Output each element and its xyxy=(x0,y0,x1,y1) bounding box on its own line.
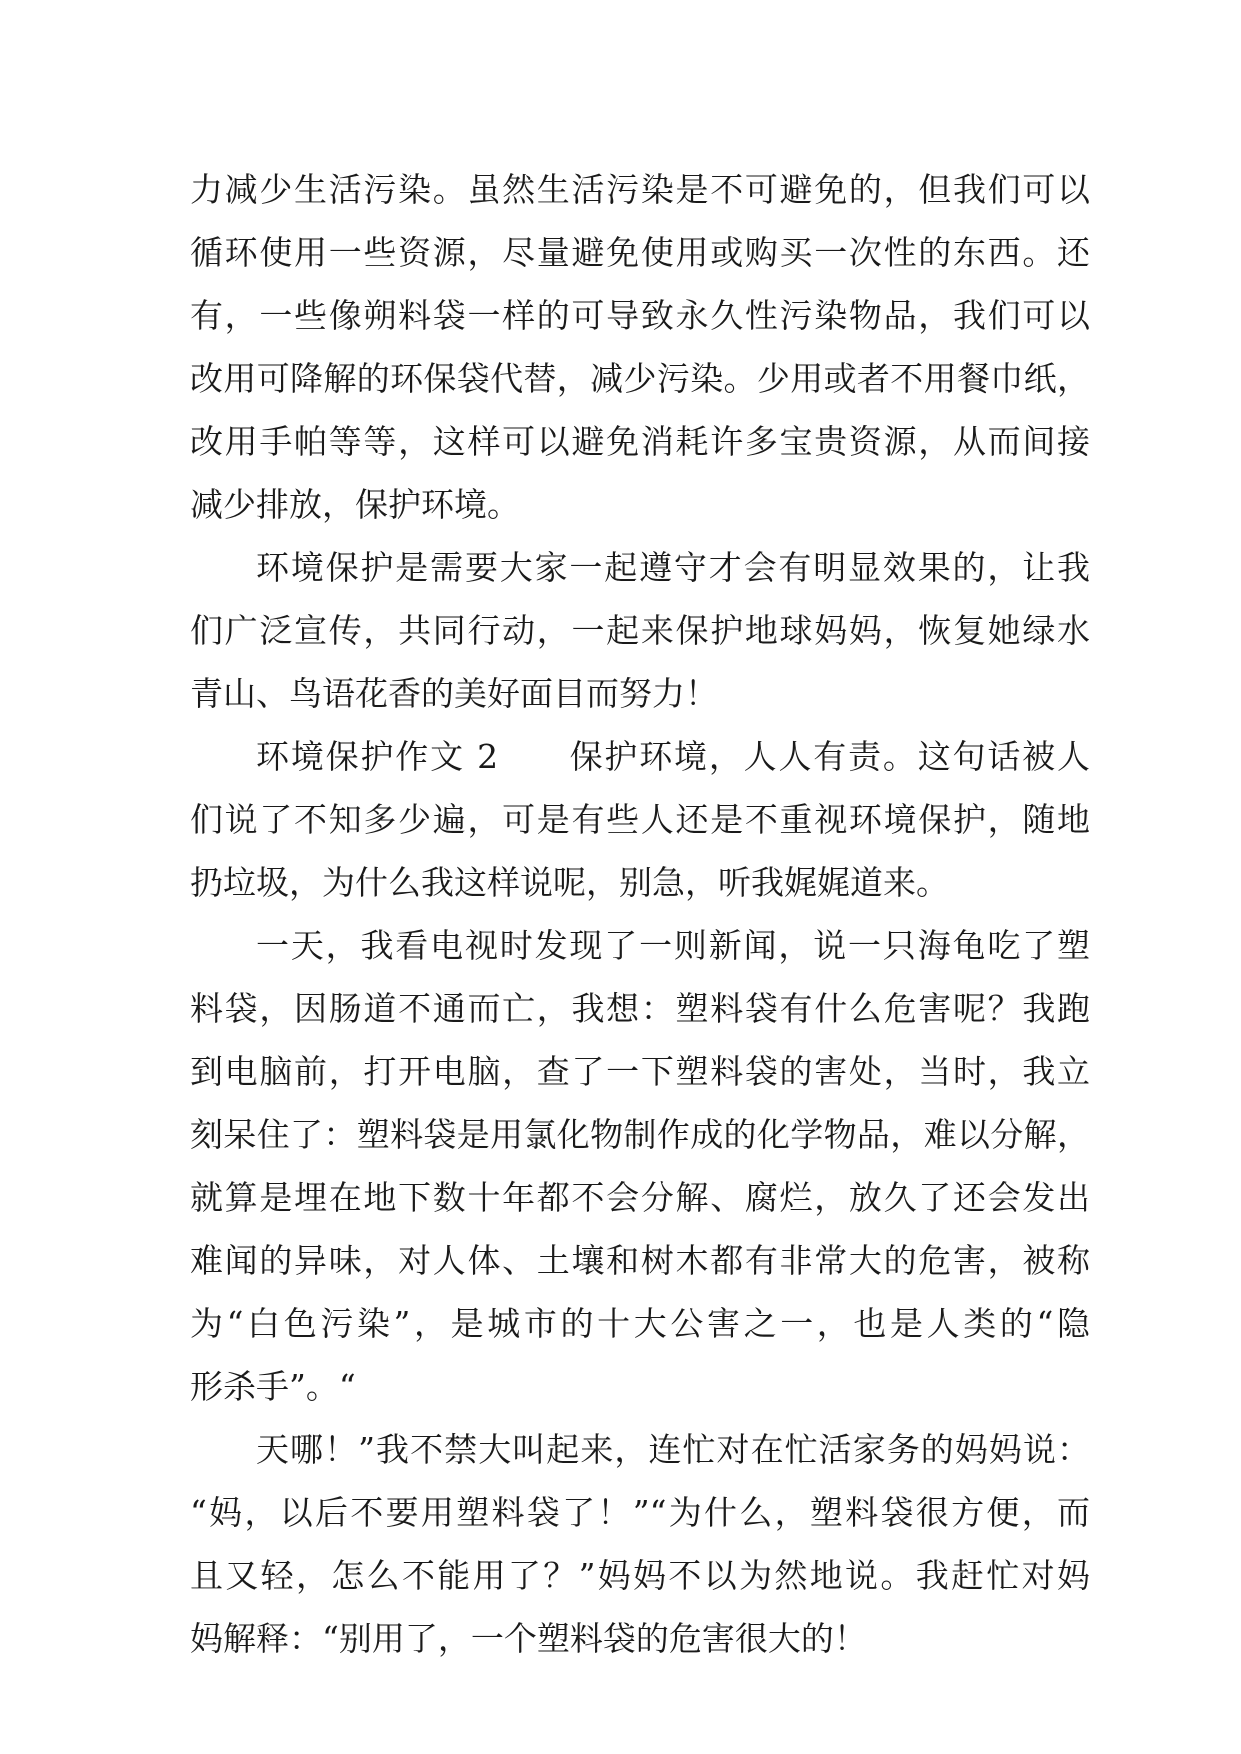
paragraph-2 xyxy=(190,536,1090,725)
paragraph-3 xyxy=(190,725,1090,914)
text-line: 到电脑前，打开电脑，查了一下塑料袋的害处，当时，我立 xyxy=(190,1052,1090,1091)
text-line: 妈解释：“别用了，一个塑料袋的危害很大的！ xyxy=(190,1619,867,1658)
text-line: 改用可降解的环保袋代替，减少污染。少用或者不用餐巾纸， xyxy=(190,359,1090,398)
text-line: 环境保护作文 2 保护环境，人人有责。这句话被人 xyxy=(256,737,1090,776)
text-line: 循环使用一些资源，尽量避免使用或购买一次性的东西。还 xyxy=(190,233,1090,272)
text-line: 就算是埋在地下数十年都不会分解、腐烂，放久了还会发出 xyxy=(190,1178,1090,1217)
body-text xyxy=(190,158,1090,1670)
text-line: 且又轻，怎么不能用了？”妈妈不以为然地说。我赶忙对妈 xyxy=(190,1556,1090,1595)
text-line: 改用手帕等等，这样可以避免消耗许多宝贵资源，从而间接 xyxy=(190,422,1090,461)
text-line: 环境保护是需要大家一起遵守才会有明显效果的，让我 xyxy=(256,548,1090,587)
paragraph-4 xyxy=(190,914,1090,1418)
text-line: 一天，我看电视时发现了一则新闻，说一只海龟吃了塑 xyxy=(256,926,1090,965)
text-line: 们说了不知多少遍，可是有些人还是不重视环境保护，随地 xyxy=(190,800,1090,839)
text-line: 青山、鸟语花香的美好面目而努力！ xyxy=(190,674,718,713)
text-line: 料袋，因肠道不通而亡，我想：塑料袋有什么危害呢？我跑 xyxy=(190,989,1090,1028)
text-line: 们广泛宣传，共同行动，一起来保护地球妈妈，恢复她绿水 xyxy=(190,611,1090,650)
paragraph-1 xyxy=(190,158,1090,536)
text-line: 减少排放，保护环境。 xyxy=(190,485,520,524)
text-line: “妈，以后不要用塑料袋了！”“为什么，塑料袋很方便，而 xyxy=(190,1493,1090,1532)
text-line: 力减少生活污染。虽然生活污染是不可避免的，但我们可以 xyxy=(190,170,1090,209)
text-line: 形杀手”。“ xyxy=(190,1367,356,1406)
text-line: 扔垃圾，为什么我这样说呢，别急，听我娓娓道来。 xyxy=(190,863,949,902)
text-line: 有，一些像朔料袋一样的可导致永久性污染物品，我们可以 xyxy=(190,296,1090,335)
text-line: 天哪！”我不禁大叫起来，连忙对在忙活家务的妈妈说： xyxy=(256,1430,1090,1469)
paragraph-5 xyxy=(190,1418,1090,1670)
text-line: 难闻的异味，对人体、土壤和树木都有非常大的危害，被称 xyxy=(190,1241,1090,1280)
text-line: 为“白色污染”，是城市的十大公害之一，也是人类的“隐 xyxy=(190,1304,1090,1343)
text-line: 刻呆住了：塑料袋是用氯化物制作成的化学物品，难以分解， xyxy=(190,1115,1090,1154)
